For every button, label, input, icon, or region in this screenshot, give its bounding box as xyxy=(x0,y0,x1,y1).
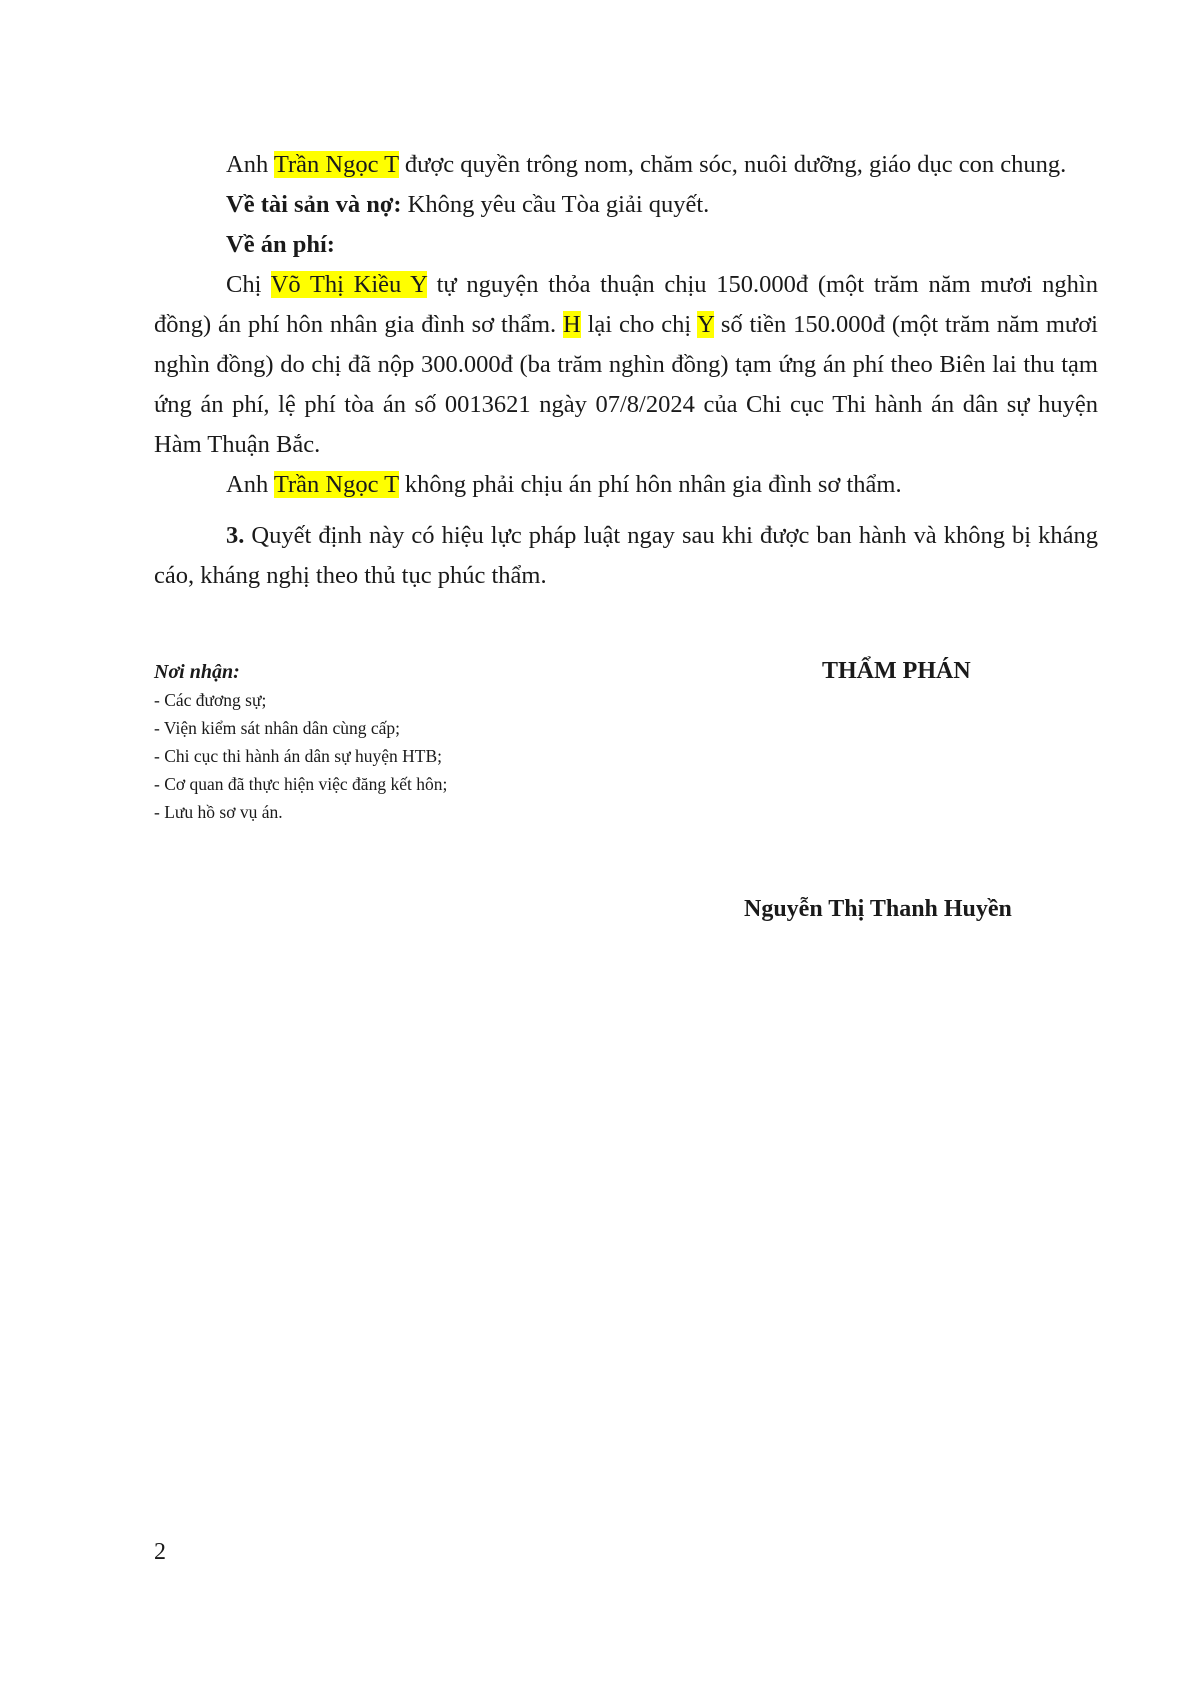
highlighted-name: Trần Ngọc T xyxy=(273,151,399,178)
highlighted-name: Y xyxy=(697,311,714,338)
highlighted-name: H xyxy=(563,311,581,338)
text-run: không phải chịu án phí hôn nhân gia đình sơ thẩm. xyxy=(398,471,902,498)
text-run: được quyền trông nom, chăm sóc, nuôi dưỡng, giáo dục con chung. xyxy=(398,151,1067,178)
signature-title: THẨM PHÁN xyxy=(822,658,971,684)
paragraph-fee-heading xyxy=(154,225,1098,265)
text-run: Không yêu cầu Tòa giải quyết. xyxy=(401,191,710,218)
text-run: số tiền 150.000đ (một trăm năm mươi nghìn đồng) do chị đã nộp 300.000đ (ba trăm nghìn đồng) tạm ứng án phí theo Biên lai thu tạm ứng án phí, lệ phí tòa án số 0013621 ngày 07/8/2024 của Chi cục Thi hành án dân sự huyện Hàm Thuận Bắc. xyxy=(154,311,1098,458)
text-run: Quyết định này có hiệu lực pháp luật ngay sau khi được ban hành và không bị kháng cáo, kháng nghị theo thủ tục phúc thẩm. xyxy=(154,522,1098,589)
recipients-title: Nơi nhận: xyxy=(154,661,240,683)
signer-name: Nguyễn Thị Thanh Huyền xyxy=(744,896,1012,922)
text-run: lại cho chị xyxy=(580,311,698,338)
recipient-item: - Các đương sự; xyxy=(154,690,267,710)
recipient-item: - Viện kiểm sát nhân dân cùng cấp; xyxy=(154,718,400,738)
recipients-list xyxy=(154,658,674,826)
page-number: 2 xyxy=(154,1539,166,1565)
text-run: Anh xyxy=(226,151,274,178)
paragraph-fee xyxy=(154,265,1098,465)
paragraph-effect xyxy=(154,516,1098,596)
recipient-item: - Cơ quan đã thực hiện việc đăng kết hôn; xyxy=(154,774,448,794)
item-number: 3. xyxy=(226,522,245,549)
paragraph-custody xyxy=(154,145,1098,185)
recipient-item: - Chi cục thi hành án dân sự huyện HTB; xyxy=(154,746,442,766)
recipient-item: - Lưu hồ sơ vụ án. xyxy=(154,802,283,822)
decision-body xyxy=(154,145,1098,596)
highlighted-name: Trần Ngọc T xyxy=(273,471,399,498)
text-run: tự nguyện thỏa thuận chịu 150.000đ (một trăm năm mươi nghìn đồng) án phí hôn nhân gia đình sơ thẩm. xyxy=(154,271,1098,338)
paragraph-property xyxy=(154,185,1098,225)
paragraph-fee-exempt xyxy=(154,465,1098,505)
highlighted-name: Võ Thị Kiều Y xyxy=(270,271,427,298)
text-run: Anh xyxy=(226,471,274,498)
section-heading-property: Về tài sản và nợ: xyxy=(226,191,402,218)
section-heading-fee: Về án phí: xyxy=(226,231,335,258)
text-run: Chị xyxy=(226,271,271,298)
